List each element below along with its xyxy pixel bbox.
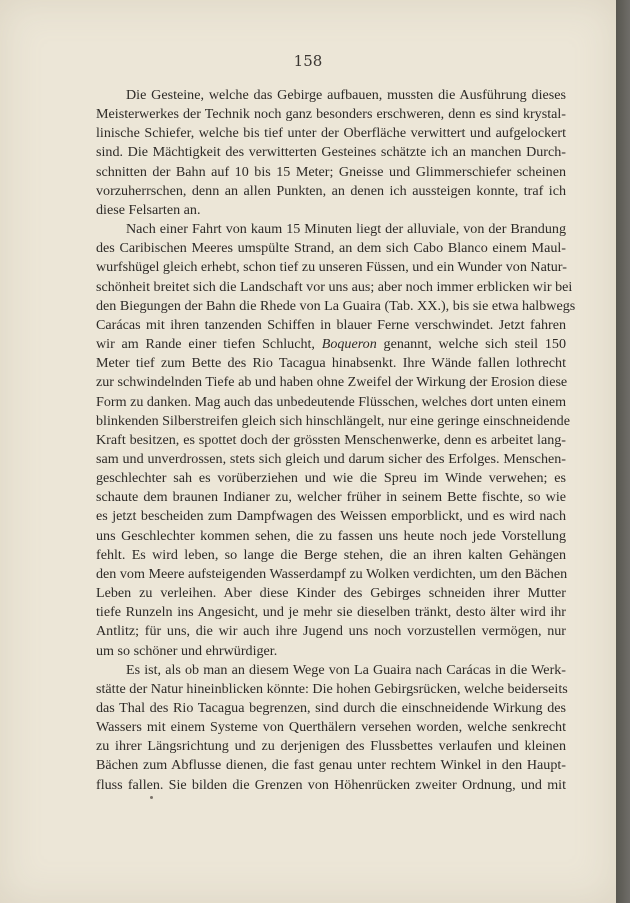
text-line: tiefe Runzeln ins Angesicht, und je mehr sie dieselben tränkt, desto älter wird ihr — [96, 604, 566, 621]
page-edge-shadow — [616, 0, 630, 903]
text-line: Bächen zum Abflusse dienen, die fast genau unter rechtem Winkel in den Haupt- — [96, 757, 566, 774]
text-line: zur schwindelnden Tiefe ab und haben ohne Zweifel der Wirkung der Erosion diese — [96, 374, 568, 391]
text-line: den vom Meere aufsteigenden Wasserdampf zu Wolken verdichten, um den Bächen — [96, 565, 568, 582]
paper-speck — [150, 796, 153, 799]
text-line: Form zu danken. Mag auch das unbedeutende Flüsschen, welches dort unten einem — [96, 393, 567, 410]
text-line: wir am Rande einer tiefen Schlucht, Boqueron genannt, welche sich steil 150 — [96, 336, 566, 353]
text-line: fluss fallen. Sie bilden die Grenzen von Höhenrücken zweiter Ordnung, und mit — [96, 776, 566, 793]
text-line: Carácas mit ihren tanzenden Schiffen in blauer Ferne verschwindet. Jetzt fahren — [96, 316, 566, 333]
text-line: linische Schiefer, welche bis tief unter der Oberfläche verwittert und aufgelockert — [96, 125, 566, 142]
text-line: Die Gesteine, welche das Gebirge aufbauen, mussten die Ausführung dieses — [126, 87, 566, 103]
text-line: des Caribischen Meeres umspülte Strand, an dem sich Cabo Blanco einem Maul- — [96, 240, 566, 257]
text-line: fehlt. Es wird leben, so lange die Berge stehen, die an ihren kalten Gehängen — [96, 546, 566, 563]
text-line: Antlitz; für uns, die wir auch ihre Jugend uns noch vorzustellen vermögen, nur — [96, 623, 566, 640]
text-line: Kraft besitzen, es spottet doch der grössten Menschenwerke, denn es arbeitet lang- — [96, 431, 566, 448]
text-line: geschlechter sah es vorüberziehen und wie die Spreu im Winde verwehen; es — [96, 470, 566, 487]
page-number: 158 — [293, 52, 323, 70]
text-line: Wassers mit einem Systeme von Querthälern versehen worden, welche senkrecht — [96, 719, 566, 736]
text-line: wurfshügel gleich erhebt, schon tief zu unseren Füssen, und ein Wunder von Natur- — [96, 259, 567, 276]
text-line: um so schöner und ehrwürdiger. — [96, 642, 278, 659]
text-line: vorzuherrschen, denn an allen Punkten, an denen ich aussteigen konnte, traf ich — [96, 182, 566, 199]
text-line: Meter tief zum Bette des Rio Tacagua hinabsenkt. Ihre Wände fallen lothrecht — [96, 355, 566, 372]
italic-place-name: Boqueron — [321, 336, 377, 353]
text-line: den Biegungen der Bahn die Rhede von La Guaira (Tab. XX.), bis sie etwa halbwegs — [96, 297, 576, 314]
text-line: sind. Die Mächtigkeit des verwitterten Gesteines schätzte ich an manchen Durch- — [96, 144, 566, 161]
text-line: schnitten der Bahn auf 10 bis 15 Meter; Gneisse und Glimmerschiefer scheinen — [96, 163, 566, 180]
body-text — [96, 86, 576, 795]
text-line: Nach einer Fahrt von kaum 15 Minuten liegt der alluviale, von der Brandung — [126, 221, 566, 238]
text-line: schaute dem braunen Indianer zu, welcher früher in seinem Bette fischte, so wie — [96, 489, 566, 506]
text-line: Es ist, als ob man an diesem Wege von La Guaira nach Carácas in die Werk- — [126, 661, 566, 678]
text-line: blinkenden Silberstreifen gleich sich hinschlängelt, nur eine geringe einschneidende — [96, 412, 570, 429]
text-line: Leben zu verleihen. Aber diese Kinder des Gebirges schneiden ihrer Mutter — [96, 585, 566, 602]
text-line: uns Geschlechter kommen sehen, die zu fassen uns heute noch jede Vorstellung — [96, 527, 566, 544]
text-line: Meisterwerkes der Technik noch ganz besonders erschweren, denn es sind krystal- — [96, 106, 566, 123]
text-line: das Thal des Rio Tacagua begrenzen, sind durch die einschneidende Wirkung des — [96, 700, 566, 716]
text-line: schönheit breitet sich die Landschaft vor uns aus; aber noch immer erblicken wir bei — [96, 278, 573, 295]
text-line: es jetzt bescheiden zum Dampfwagen des Weissen emporblickt, und es wird nach — [96, 508, 566, 525]
text-line: zu ihrer Längsrichtung und zu derjenigen des Flussbettes verlaufen und kleinen — [96, 738, 566, 755]
text-line: diese Felsarten an. — [96, 201, 201, 218]
text-line: stätte der Natur hineinblicken könnte: Die hohen Gebirgsrücken, welche beiderseits — [96, 680, 568, 697]
text-line: sam und unverdrossen, stets sich gleich und darum sicher des Erfolges. Menschen- — [96, 450, 566, 467]
